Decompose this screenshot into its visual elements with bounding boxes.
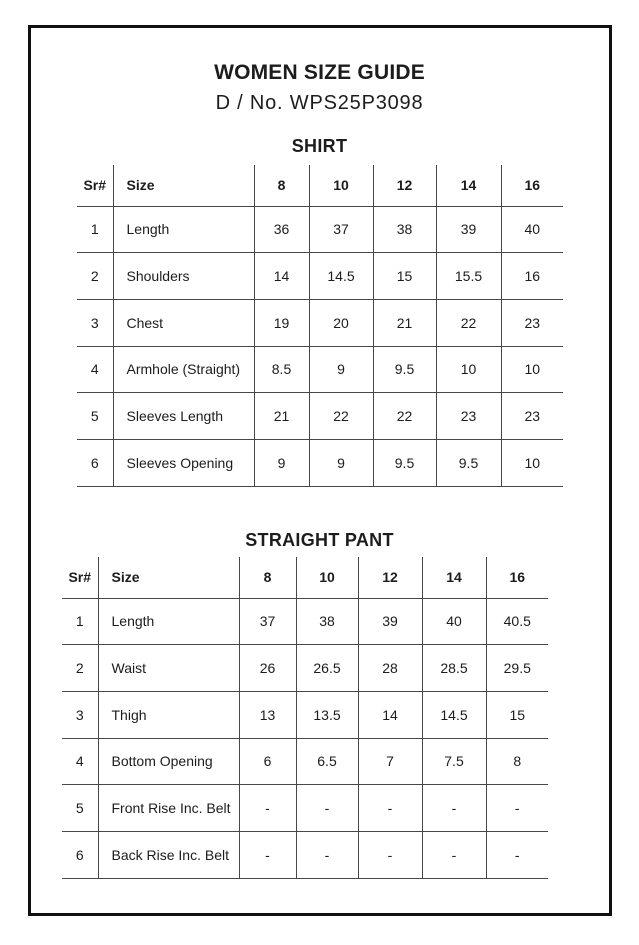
size-value: 26 (239, 645, 296, 692)
size-value: 39 (436, 206, 501, 253)
size-value: 22 (309, 393, 373, 440)
size-value: 15.5 (436, 253, 501, 300)
size-value: - (486, 831, 548, 878)
size-value: 36 (254, 206, 309, 253)
column-header-sr: Sr# (77, 165, 113, 206)
size-value: 40.5 (486, 598, 548, 645)
row-serial: 2 (77, 253, 113, 300)
measurement-label: Sleeves Opening (113, 439, 254, 486)
size-value: 20 (309, 299, 373, 346)
size-value: 15 (373, 253, 436, 300)
table-row (62, 691, 548, 738)
table-row (77, 253, 563, 300)
row-serial: 3 (62, 691, 98, 738)
column-header-sr: Sr# (62, 557, 98, 598)
size-value: 9 (309, 346, 373, 393)
column-header-size-8: 8 (254, 165, 309, 206)
column-header-size-14: 14 (436, 165, 501, 206)
size-value: - (422, 831, 486, 878)
table-row (62, 738, 548, 785)
column-header-size: Size (113, 165, 254, 206)
size-value: - (296, 785, 358, 832)
row-serial: 1 (62, 598, 98, 645)
size-value: 21 (373, 299, 436, 346)
size-value: 22 (373, 393, 436, 440)
size-value: 6 (239, 738, 296, 785)
size-value: 10 (436, 346, 501, 393)
table-row (77, 439, 563, 486)
row-serial: 3 (77, 299, 113, 346)
size-value: - (239, 831, 296, 878)
size-value: 21 (254, 393, 309, 440)
shirt-section-heading: SHIRT (291, 136, 348, 156)
table-row (62, 645, 548, 692)
size-value: 8.5 (254, 346, 309, 393)
column-header-size-14: 14 (422, 557, 486, 598)
size-value: 29.5 (486, 645, 548, 692)
size-value: 10 (501, 439, 563, 486)
column-header-size-10: 10 (296, 557, 358, 598)
measurement-label: Length (113, 206, 254, 253)
design-number: D / No. WPS25P3098 (215, 92, 424, 114)
size-value: 39 (358, 598, 422, 645)
size-value: 14 (254, 253, 309, 300)
size-value: 26.5 (296, 645, 358, 692)
size-value: 14.5 (422, 691, 486, 738)
measurement-label: Bottom Opening (98, 738, 239, 785)
size-value: - (358, 785, 422, 832)
size-value: 9.5 (373, 346, 436, 393)
size-value: 9.5 (373, 439, 436, 486)
table-row (77, 346, 563, 393)
row-serial: 4 (77, 346, 113, 393)
size-value: 23 (501, 299, 563, 346)
size-value: 19 (254, 299, 309, 346)
column-header-size-12: 12 (358, 557, 422, 598)
measurement-label: Back Rise Inc. Belt (98, 831, 239, 878)
measurement-label: Armhole (Straight) (113, 346, 254, 393)
size-value: 40 (422, 598, 486, 645)
size-value: 16 (501, 253, 563, 300)
row-serial: 5 (77, 393, 113, 440)
size-value: 37 (309, 206, 373, 253)
table-row (62, 785, 548, 832)
row-serial: 2 (62, 645, 98, 692)
size-value: 28 (358, 645, 422, 692)
size-value: 8 (486, 738, 548, 785)
row-serial: 4 (62, 738, 98, 785)
column-header-size: Size (98, 557, 239, 598)
column-header-size-16: 16 (486, 557, 548, 598)
size-value: 14.5 (309, 253, 373, 300)
page-title: WOMEN SIZE GUIDE (214, 61, 425, 84)
column-header-size-12: 12 (373, 165, 436, 206)
row-serial: 6 (77, 439, 113, 486)
size-value: 13 (239, 691, 296, 738)
table-row (77, 206, 563, 253)
size-value: 15 (486, 691, 548, 738)
measurement-label: Shoulders (113, 253, 254, 300)
size-value: 7 (358, 738, 422, 785)
size-value: 22 (436, 299, 501, 346)
column-header-size-16: 16 (501, 165, 563, 206)
measurement-label: Chest (113, 299, 254, 346)
size-value: 9 (254, 439, 309, 486)
size-value: 28.5 (422, 645, 486, 692)
size-value: 10 (501, 346, 563, 393)
size-value: - (486, 785, 548, 832)
size-value: - (358, 831, 422, 878)
size-value: 9 (309, 439, 373, 486)
size-value: 37 (239, 598, 296, 645)
size-value: 9.5 (436, 439, 501, 486)
size-value: - (296, 831, 358, 878)
pant-header-row (62, 557, 548, 598)
size-value: 38 (296, 598, 358, 645)
table-row (77, 299, 563, 346)
measurement-label: Sleeves Length (113, 393, 254, 440)
size-value: 40 (501, 206, 563, 253)
size-value: 38 (373, 206, 436, 253)
column-header-size-10: 10 (309, 165, 373, 206)
shirt-size-table (77, 165, 563, 487)
size-value: 23 (501, 393, 563, 440)
measurement-label: Thigh (98, 691, 239, 738)
measurement-label: Length (98, 598, 239, 645)
shirt-header-row (77, 165, 563, 206)
pant-size-table (62, 557, 548, 879)
size-value: - (239, 785, 296, 832)
table-row (77, 393, 563, 440)
size-value: 6.5 (296, 738, 358, 785)
row-serial: 1 (77, 206, 113, 253)
table-row (62, 598, 548, 645)
row-serial: 6 (62, 831, 98, 878)
table-row (62, 831, 548, 878)
size-value: 23 (436, 393, 501, 440)
column-header-size-8: 8 (239, 557, 296, 598)
size-value: 7.5 (422, 738, 486, 785)
size-value: 13.5 (296, 691, 358, 738)
measurement-label: Front Rise Inc. Belt (98, 785, 239, 832)
pant-section-heading: STRAIGHT PANT (245, 530, 394, 550)
measurement-label: Waist (98, 645, 239, 692)
row-serial: 5 (62, 785, 98, 832)
size-value: 14 (358, 691, 422, 738)
size-value: - (422, 785, 486, 832)
